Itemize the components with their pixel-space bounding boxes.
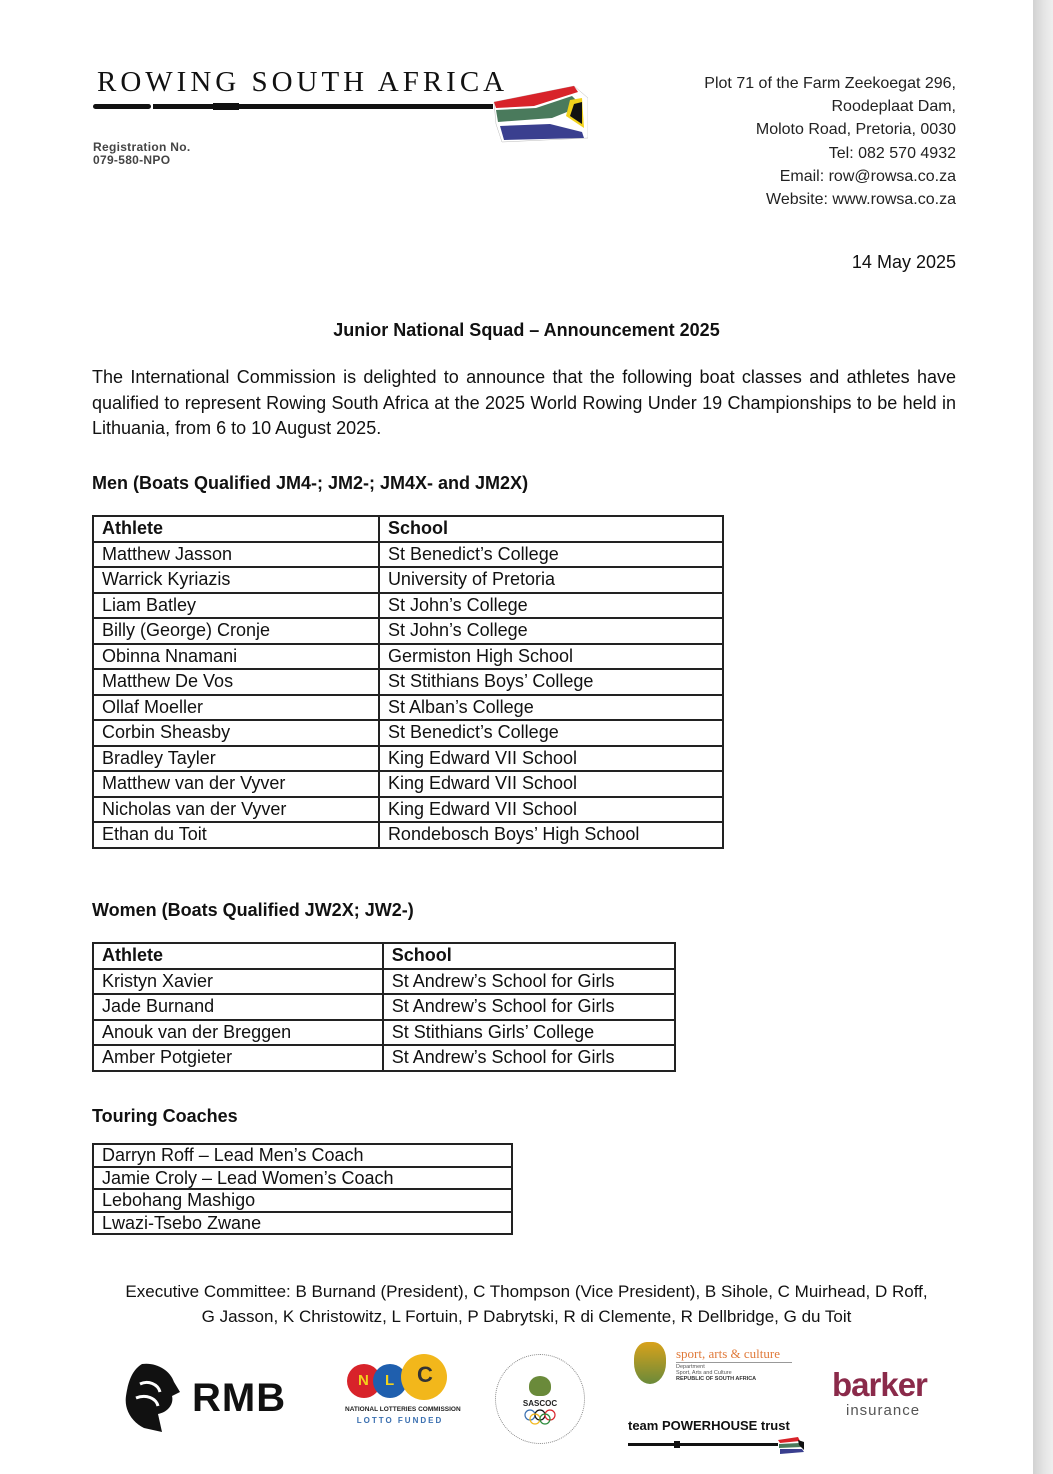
document-title: Junior National Squad – Announcement 2025 (333, 320, 720, 340)
school-name: St John’s College (379, 593, 723, 619)
team-powerhouse-logo (626, 1418, 806, 1458)
table-row (93, 797, 723, 823)
dsac-line: Sport, Arts and Culture (676, 1370, 732, 1376)
coach-name: Lebohang Mashigo (93, 1189, 512, 1212)
athlete-name: Warrick Kyriazis (93, 567, 379, 593)
table-row (93, 644, 723, 670)
address-line: Plot 71 of the Farm Zeekoegat 296, (704, 75, 956, 92)
barker-insurance-logo (832, 1366, 942, 1422)
coat-of-arms-icon (529, 1376, 551, 1396)
table-row (93, 994, 675, 1020)
address-line: Moloto Road, Pretoria, 0030 (755, 121, 956, 139)
school-name: University of Pretoria (379, 567, 723, 593)
athlete-name: Matthew van der Vyver (93, 771, 379, 797)
athlete-name: Liam Batley (93, 593, 379, 619)
letter-date: 14 May 2025 (851, 252, 956, 272)
table-row (93, 969, 675, 995)
barker-sub: insurance (846, 1402, 921, 1419)
coach-name: Darryn Roff – Lead Men’s Coach (93, 1144, 512, 1167)
barker-wordmark: barker (832, 1366, 927, 1403)
school-name: Germiston High School (379, 644, 723, 670)
table-row (93, 1189, 512, 1212)
address-block (704, 72, 956, 211)
athlete-name: Nicholas van der Vyver (93, 797, 379, 823)
school-name: St Andrew’s School for Girls (383, 969, 675, 995)
school-name: St Alban’s College (379, 695, 723, 721)
athlete-name: Ollaf Moeller (93, 695, 379, 721)
column-header-athlete: Athlete (93, 943, 383, 969)
table-row (93, 1212, 512, 1235)
table-row (93, 771, 723, 797)
athlete-name: Kristyn Xavier (93, 969, 383, 995)
coaches-section-heading: Touring Coaches (92, 1106, 238, 1126)
column-header-school: School (383, 943, 675, 969)
page-edge-shadow (1033, 0, 1053, 1474)
table-row (93, 618, 723, 644)
school-name: St Andrew’s School for Girls (383, 994, 675, 1020)
athlete-name: Bradley Tayler (93, 746, 379, 772)
coach-name: Jamie Croly – Lead Women’s Coach (93, 1167, 512, 1190)
rmb-text: RMB (192, 1376, 287, 1420)
table-row (93, 1167, 512, 1190)
women-section-heading: Women (Boats Qualified JW2X; JW2-) (92, 900, 414, 920)
table-header-row (93, 943, 675, 969)
table-row (93, 720, 723, 746)
table-row (93, 822, 723, 848)
school-name: St Benedict’s College (379, 720, 723, 746)
executive-committee-footer (0, 1280, 1053, 1329)
exec-line-1: Executive Committee: B Burnand (President), C Thompson (Vice President), B Sihole, C Muirhead, D Roff, (125, 1282, 928, 1301)
powerhouse-text: team POWERHOUSE trust (628, 1418, 790, 1433)
athlete-name: Matthew Jasson (93, 542, 379, 568)
lion-icon (122, 1362, 180, 1434)
address-line: Roodeplaat Dam, (831, 98, 956, 116)
school-name: St Benedict’s College (379, 542, 723, 568)
men-section-heading: Men (Boats Qualified JM4-; JM2-; JM4X- and JM2X) (92, 473, 529, 493)
school-name: St Andrew’s School for Girls (383, 1045, 675, 1071)
women-athletes-table (92, 942, 676, 1072)
nlc-lotto-funded: LOTTO FUNDED (356, 1416, 444, 1425)
registration-block (93, 141, 190, 167)
athlete-name: Matthew De Vos (93, 669, 379, 695)
nlc-caption: NATIONAL LOTTERIES COMMISSION (345, 1406, 461, 1413)
olympic-rings-icon (523, 1409, 557, 1425)
coaches-table (92, 1143, 513, 1235)
dsac-logo (632, 1340, 802, 1390)
email-line: Email: row@rowsa.co.za (779, 167, 956, 185)
athlete-name: Obinna Nnamani (93, 644, 379, 670)
org-logo-text: ROWING SOUTH AFRICA (97, 66, 509, 98)
table-row (93, 567, 723, 593)
nlc-letter: N (358, 1372, 369, 1389)
table-header-row (93, 516, 723, 542)
registration-label: Registration No. (93, 140, 191, 154)
school-name: St Stithians Girls’ College (383, 1020, 675, 1046)
table-row (93, 1045, 675, 1071)
registration-number: 079-580-NPO (93, 153, 171, 167)
rmb-logo (122, 1362, 302, 1434)
table-row (93, 1020, 675, 1046)
column-header-school: School (379, 516, 723, 542)
school-name: King Edward VII School (379, 797, 723, 823)
oar-flag-icon (628, 1436, 806, 1456)
athlete-name: Anouk van der Breggen (93, 1020, 383, 1046)
nlc-logo (345, 1352, 461, 1432)
school-name: St John’s College (379, 618, 723, 644)
athlete-name: Ethan du Toit (93, 822, 379, 848)
dsac-divider (676, 1362, 792, 1363)
dsac-line: Department (676, 1364, 705, 1370)
table-row (93, 746, 723, 772)
athlete-name: Jade Burnand (93, 994, 383, 1020)
school-name: Rondebosch Boys’ High School (379, 822, 723, 848)
athlete-name: Amber Potgieter (93, 1045, 383, 1071)
dsac-title: sport, arts & culture (676, 1346, 780, 1361)
school-name: King Edward VII School (379, 771, 723, 797)
table-row (93, 669, 723, 695)
sascoc-name: SASCOC (522, 1399, 558, 1408)
school-name: King Edward VII School (379, 746, 723, 772)
website-line: Website: www.rowsa.co.za (766, 191, 956, 209)
athlete-name: Corbin Sheasby (93, 720, 379, 746)
exec-line-2: G Jasson, K Christowitz, L Fortuin, P Dabrytski, R di Clemente, R Dellbridge, G du Toit (201, 1306, 852, 1326)
sa-flag-blade-icon (490, 84, 588, 144)
men-athletes-table (92, 515, 724, 849)
sascoc-logo (493, 1352, 587, 1446)
oar-shaft-graphic (93, 103, 493, 110)
school-name: St Stithians Boys’ College (379, 669, 723, 695)
phone-line: Tel: 082 570 4932 (828, 144, 956, 162)
table-row (93, 542, 723, 568)
table-row (93, 593, 723, 619)
dsac-line: REPUBLIC OF SOUTH AFRICA (676, 1376, 757, 1382)
table-row (93, 695, 723, 721)
intro-paragraph: The International Commission is delighted to announce that the following boat classes and athletes have qualified to represent Rowing South Africa at the 2025 World Rowing Under 19 Championships to be held in Lithuania, from 6 to 10 August 2025. (92, 367, 956, 438)
athlete-name: Billy (George) Cronje (93, 618, 379, 644)
nlc-letter: L (385, 1372, 395, 1389)
column-header-athlete: Athlete (93, 516, 379, 542)
table-row (93, 1144, 512, 1167)
coat-of-arms-icon (634, 1342, 666, 1384)
nlc-letter: C (417, 1362, 433, 1387)
coach-name: Lwazi-Tsebo Zwane (93, 1212, 512, 1235)
